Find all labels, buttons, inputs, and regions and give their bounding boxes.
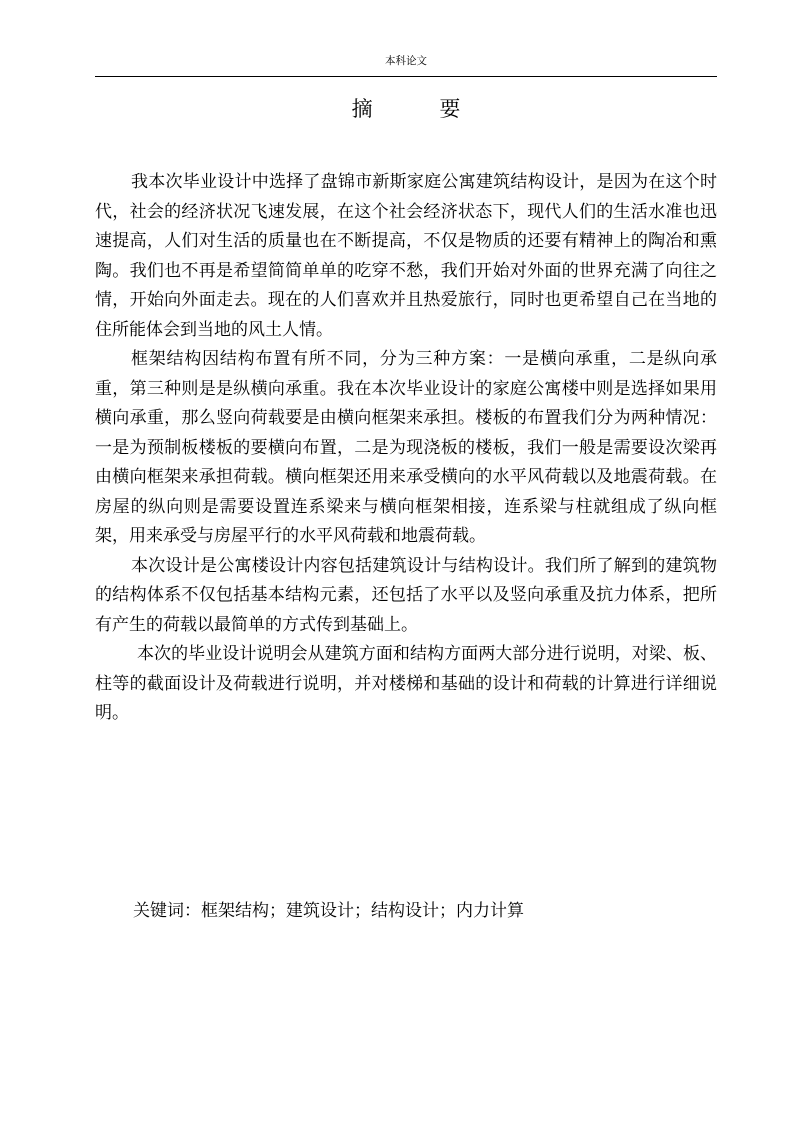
abstract-body (95, 168, 717, 729)
abstract-title: 摘 要 (351, 97, 491, 121)
abstract-paragraph: 框架结构因结构布置有所不同，分为三种方案：一是横向承重，二是纵向承重，第三种则是是纵横向承重。我在本次毕业设计的家庭公寓楼中则是选择如果用横向承重，那么竖向荷载要是由横向框架来承担。楼板的布置我们分为两种情况：一是为预制板楼板的要横向布置，二是为现浇板的楼板，我们一般是需要设次梁再由横向框架来承担荷载。横向框架还用来承受横向的水平风荷载以及地震荷载。在房屋的纵向则是需要设置连系梁来与横向框架相接，连系梁与柱就组成了纵向框架，用来承受与房屋平行的水平风荷载和地震荷载。 (95, 349, 717, 546)
abstract-paragraph: 本次设计是公寓楼设计内容包括建筑设计与结构设计。我们所了解到的建筑物的结构体系不仅包括基本结构元素，还包括了水平以及竖向承重及抗力体系，把所有产生的荷载以最简单的方式传到基础上。 (95, 555, 717, 635)
header-divider (95, 76, 717, 77)
abstract-paragraph: 本次的毕业设计说明会从建筑方面和结构方面两大部分进行说明，对梁、板、柱等的截面设计及荷载进行说明，并对楼梯和基础的设计和荷载的计算进行详细说明。 (95, 644, 717, 723)
abstract-paragraph: 我本次毕业设计中选择了盘锦市新斯家庭公寓建筑结构设计，是因为在这个时代，社会的经济状况飞速发展，在这个社会经济状态下，现代人们的生活水准也迅速提高，人们对生活的质量也在不断提高，不仅是物质的还要有精神上的陶冶和熏陶。我们也不再是希望简简单单的吃穿不愁，我们开始对外面的世界充满了向往之情，开始向外面走去。现在的人们喜欢并且热爱旅行，同时也更希望自己在当地的住所能体会到当地的风土人情。 (95, 172, 717, 340)
page-header: 本科论文 (385, 55, 427, 67)
keywords-line: 关键词：框架结构；建筑设计；结构设计；内力计算 (133, 901, 524, 921)
